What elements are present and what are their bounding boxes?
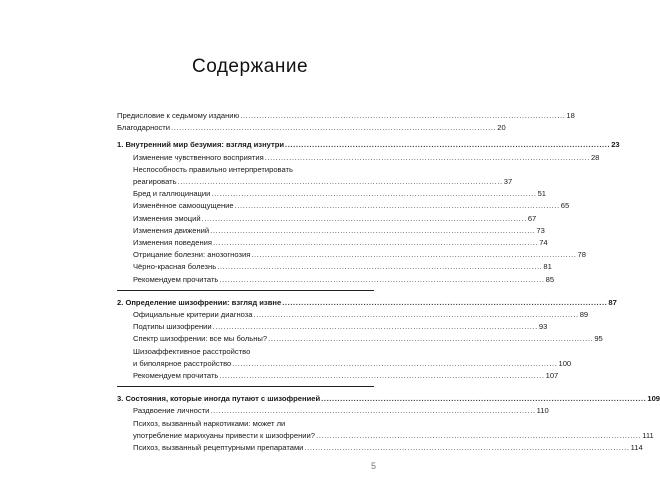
toc-entry-label: Изменения поведения bbox=[133, 238, 212, 248]
toc-entry-page: 111 bbox=[642, 430, 654, 440]
toc-entry-page: 100 bbox=[558, 358, 572, 368]
toc-entry: Чёрно-красная болезнь ........................................................................................................................ 81 bbox=[117, 261, 374, 273]
toc-entry-label-line1: Шизоаффективное расстройство bbox=[133, 346, 251, 356]
toc-entry-label: употребление марихуаны привести к шизофрении? bbox=[133, 430, 315, 440]
toc-entry-label: Бред и галлюцинации bbox=[133, 189, 211, 199]
toc-entry-page: 20 bbox=[497, 123, 506, 133]
toc-entry-page: 67 bbox=[527, 213, 537, 223]
toc-entry-page: 93 bbox=[538, 322, 548, 332]
toc-entry-page: 95 bbox=[594, 334, 603, 344]
toc-entry: Рекомендуем прочитать ........................................................................................................................ 107 bbox=[117, 370, 374, 382]
toc-entry-label: Изменение чувственного восприятия bbox=[133, 152, 264, 162]
toc-entry-page: 74 bbox=[539, 238, 548, 248]
toc-entry-label: Предисловие к седьмому изданию bbox=[117, 111, 240, 120]
toc-entry-label: Раздвоение личности bbox=[133, 406, 210, 416]
toc-entry-label: Официальные критерии диагноза bbox=[133, 310, 253, 320]
toc-chapter-page: 109 bbox=[647, 394, 660, 404]
table-of-contents bbox=[117, 110, 660, 454]
toc-entry: Раздвоение личности ........................................................................................................................ 110 bbox=[117, 405, 374, 417]
toc-entry-label: Чёрно-красная болезнь bbox=[133, 262, 217, 272]
toc-entry-label: Изменения движений bbox=[133, 225, 210, 235]
toc-chapter-1: 1. Внутренний мир безумия: взгляд изнутри ........................................................................................................................ 23 bbox=[117, 139, 374, 151]
toc-entry-page: 89 bbox=[579, 310, 589, 320]
toc-entry-page: 65 bbox=[560, 201, 570, 211]
toc-entry-page: 51 bbox=[537, 189, 547, 199]
toc-chapter-label: 2. Определение шизофрении: взгляд извне bbox=[117, 297, 282, 307]
toc-entry-page: 37 bbox=[503, 177, 513, 187]
section-divider bbox=[117, 290, 374, 291]
section-divider bbox=[117, 386, 374, 387]
toc-entry-label: Подтипы шизофрении bbox=[133, 322, 212, 332]
toc-entry-label-line1: Психоз, вызванный наркотиками: может ли bbox=[133, 418, 286, 428]
toc-entry-label: Спектр шизофрении: все мы больны? bbox=[133, 334, 268, 344]
toc-entry-page: 85 bbox=[545, 274, 555, 284]
toc-entry: Официальные критерии диагноза ........................................................................................................................ 89 bbox=[117, 309, 374, 321]
toc-entry-page: 110 bbox=[536, 406, 549, 416]
page-number: 5 bbox=[370, 461, 376, 471]
toc-entry: Психоз, вызванный рецептурными препаратами ........................................................................................................................ 114 bbox=[117, 442, 374, 454]
toc-entry: Изменённое самоощущение ........................................................................................................................ 65 bbox=[117, 200, 374, 212]
toc-entry-page: 18 bbox=[566, 111, 575, 120]
toc-entry-label: Рекомендуем прочитать bbox=[133, 274, 219, 284]
toc-entry-label: Изменённое самоощущение bbox=[133, 201, 234, 211]
toc-entry: Бред и галлюцинации ........................................................................................................................ 51 bbox=[117, 188, 374, 200]
toc-entry: Благодарности ........................................................................................................................ 20 bbox=[117, 122, 374, 134]
toc-entry: Изменение чувственного восприятия ........................................................................................................................ 28 bbox=[117, 152, 374, 164]
toc-entry-label: Рекомендуем прочитать bbox=[133, 371, 219, 381]
toc-entry: Изменения поведения ........................................................................................................................ 74 bbox=[117, 237, 374, 249]
toc-entry-label: Благодарности bbox=[117, 123, 171, 133]
toc-entry-label-line1: Неспособность правильно интерпретировать bbox=[133, 164, 293, 174]
toc-entry-label: Изменения эмоций bbox=[133, 213, 201, 223]
toc-entry-label: Психоз, вызванный рецептурными препаратами bbox=[133, 443, 304, 453]
toc-chapter-2: 2. Определение шизофрении: взгляд извне ........................................................................................................................ 87 bbox=[117, 297, 374, 309]
toc-entry: Неспособность правильно интерпретировать реагировать ........................................................................................................................ 37 bbox=[117, 164, 374, 188]
toc-entry: Спектр шизофрении: все мы больны? ........................................................................................................................ 95 bbox=[117, 333, 374, 345]
toc-entry: Шизоаффективное расстройство и биполярное расстройство ........................................................................................................................ 100 bbox=[117, 346, 374, 370]
toc-chapter-label: 1. Внутренний мир безумия: взгляд изнутри bbox=[117, 140, 285, 150]
toc-chapter-page: 23 bbox=[611, 140, 620, 150]
toc-entry-page: 78 bbox=[577, 250, 586, 260]
toc-entry: Изменения эмоций ........................................................................................................................ 67 bbox=[117, 213, 374, 225]
toc-chapter-page: 87 bbox=[608, 297, 617, 307]
toc-entry: Изменения движений ........................................................................................................................ 73 bbox=[117, 225, 374, 237]
toc-entry-page: 81 bbox=[543, 262, 552, 272]
toc-chapter-label: 3. Состояния, которые иногда путают с шизофренией bbox=[117, 394, 321, 404]
toc-entry: Психоз, вызванный наркотиками: может ли употребление марихуаны привести к шизофрении? ........................................................................................................................ 111 bbox=[117, 418, 374, 442]
toc-entry-page: 114 bbox=[630, 443, 643, 453]
toc-entry: Отрицание болезни: анозогнозия ........................................................................................................................ 78 bbox=[117, 249, 374, 261]
toc-entry: Предисловие к седьмому изданию ........................................................................................................................ 18 bbox=[117, 110, 374, 122]
toc-entry: Подтипы шизофрении ........................................................................................................................ 93 bbox=[117, 321, 374, 333]
toc-entry-label: Отрицание болезни: анозогнозия bbox=[133, 250, 251, 260]
toc-entry-label: реагировать bbox=[133, 177, 177, 187]
toc-entry: Рекомендуем прочитать ........................................................................................................................ 85 bbox=[117, 274, 374, 286]
toc-entry-page: 107 bbox=[545, 371, 559, 381]
toc-entry-page: 73 bbox=[536, 225, 545, 235]
toc-entry-page: 28 bbox=[590, 152, 600, 162]
toc-entry-label: и биполярное расстройство bbox=[133, 358, 232, 368]
toc-chapter-3: 3. Состояния, которые иногда путают с шизофренией ........................................................................................................................ 109 bbox=[117, 393, 374, 405]
page-title: Содержание bbox=[191, 56, 309, 77]
